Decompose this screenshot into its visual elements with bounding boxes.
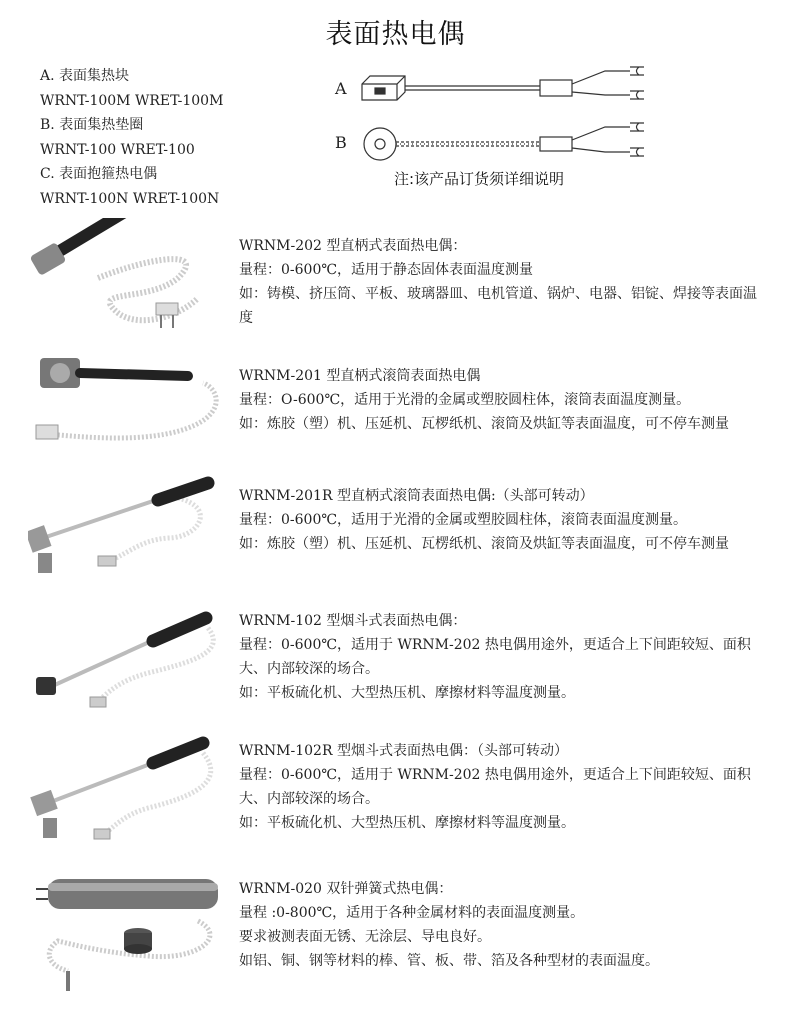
wrnm-102-heading: WRNM-102 型烟斗式表面热电偶：	[239, 613, 467, 629]
wrnm-102r-range: 量程：0-600℃，适用于 WRNM-202 热电偶用途外，更适合上下间距较短、面积大、内部较深的场合。	[239, 767, 751, 807]
page-title: 表面热电偶	[325, 19, 466, 50]
diagram-label-b: B	[335, 133, 347, 152]
wrnm-102r-uses: 如：平板硫化机、大型热压机、摩擦材料等温度测量。	[239, 815, 575, 831]
wrnm-201r-heading: WRNM-201R 型直柄式滚筒表面热电偶:（头部可转动）	[239, 488, 594, 504]
type-b-label: B. 表面集热垫圈	[40, 117, 144, 133]
diagram-label-a: A	[335, 79, 347, 98]
type-a-label: A. 表面集热块	[40, 68, 130, 84]
wrnm-202-photo	[28, 218, 228, 343]
wrnm-102-uses: 如：平板硫化机、大型热压机、摩擦材料等温度测量。	[239, 685, 575, 701]
product-wrnm-020	[0, 877, 791, 1002]
wrnm-202-range: 量程：0-600℃，适用于静态固体表面温度测量	[239, 262, 534, 278]
wrnm-020-requirement: 要求被测表面无锈、无涂层、导电良好。	[239, 929, 491, 945]
type-c-models: WRNT-100N WRET-100N	[40, 190, 220, 207]
product-wrnm-202	[0, 234, 791, 359]
wrnm-020-heading: WRNM-020 双针弹簧式热电偶：	[239, 881, 453, 897]
product-wrnm-201r	[0, 484, 791, 609]
product-wrnm-102r	[0, 739, 791, 864]
type-b-models: WRNT-100 WRET-100	[40, 141, 195, 158]
wrnm-201-range: 量程：O-600℃，适用于光滑的金属或塑胶圆柱体，滚筒表面温度测量。	[239, 392, 691, 408]
type-a-models: WRNT-100M WRET-100M	[40, 92, 224, 109]
collector-block-a	[362, 67, 644, 100]
wrnm-202-heading: WRNM-202 型直柄式表面热电偶：	[239, 238, 467, 254]
type-list	[40, 64, 223, 211]
wrnm-020-uses: 如铝、铜、钢等材料的棒、管、板、带、箔及各种型材的表面温度。	[239, 953, 659, 969]
thermocouple-diagram	[330, 64, 670, 164]
wrnm-201r-photo	[28, 468, 228, 593]
type-c-label: C. 表面抱箍热电偶	[40, 166, 158, 182]
wrnm-020-photo	[28, 861, 228, 1001]
wrnm-201r-range: 量程：0-600℃，适用于光滑的金属或塑胶圆柱体，滚筒表面温度测量。	[239, 512, 688, 528]
wrnm-202-uses: 如：铸模、挤压筒、平板、玻璃器皿、电机管道、锅炉、电器、铝锭、焊接等表面温度	[239, 286, 757, 326]
wrnm-201-heading: WRNM-201 型直柄式滚筒表面热电偶	[239, 368, 481, 384]
wrnm-201-uses: 如：炼胶（塑）机、压延机、瓦椤纸机、滚筒及烘缸等表面温度，可不停车测量	[239, 416, 729, 432]
wrnm-102-range: 量程：0-600℃，适用于 WRNM-202 热电偶用途外，更适合上下间距较短、面积大、内部较深的场合。	[239, 637, 751, 677]
product-wrnm-102	[0, 609, 791, 734]
wrnm-102r-photo	[28, 723, 228, 848]
order-note: 注:该产品订货须详细说明	[394, 170, 565, 188]
wrnm-201-photo	[28, 348, 228, 473]
collector-washer-b	[364, 123, 644, 160]
wrnm-102r-heading: WRNM-102R 型烟斗式表面热电偶：（头部可转动）	[239, 743, 568, 759]
wrnm-201r-uses: 如：炼胶（塑）机、压延机、瓦楞纸机、滚筒及烘缸等表面温度，可不停车测量	[239, 536, 729, 552]
wrnm-020-range: 量程 :0-800℃，适用于各种金属材料的表面温度测量。	[239, 905, 585, 921]
wrnm-102-photo	[28, 593, 228, 718]
